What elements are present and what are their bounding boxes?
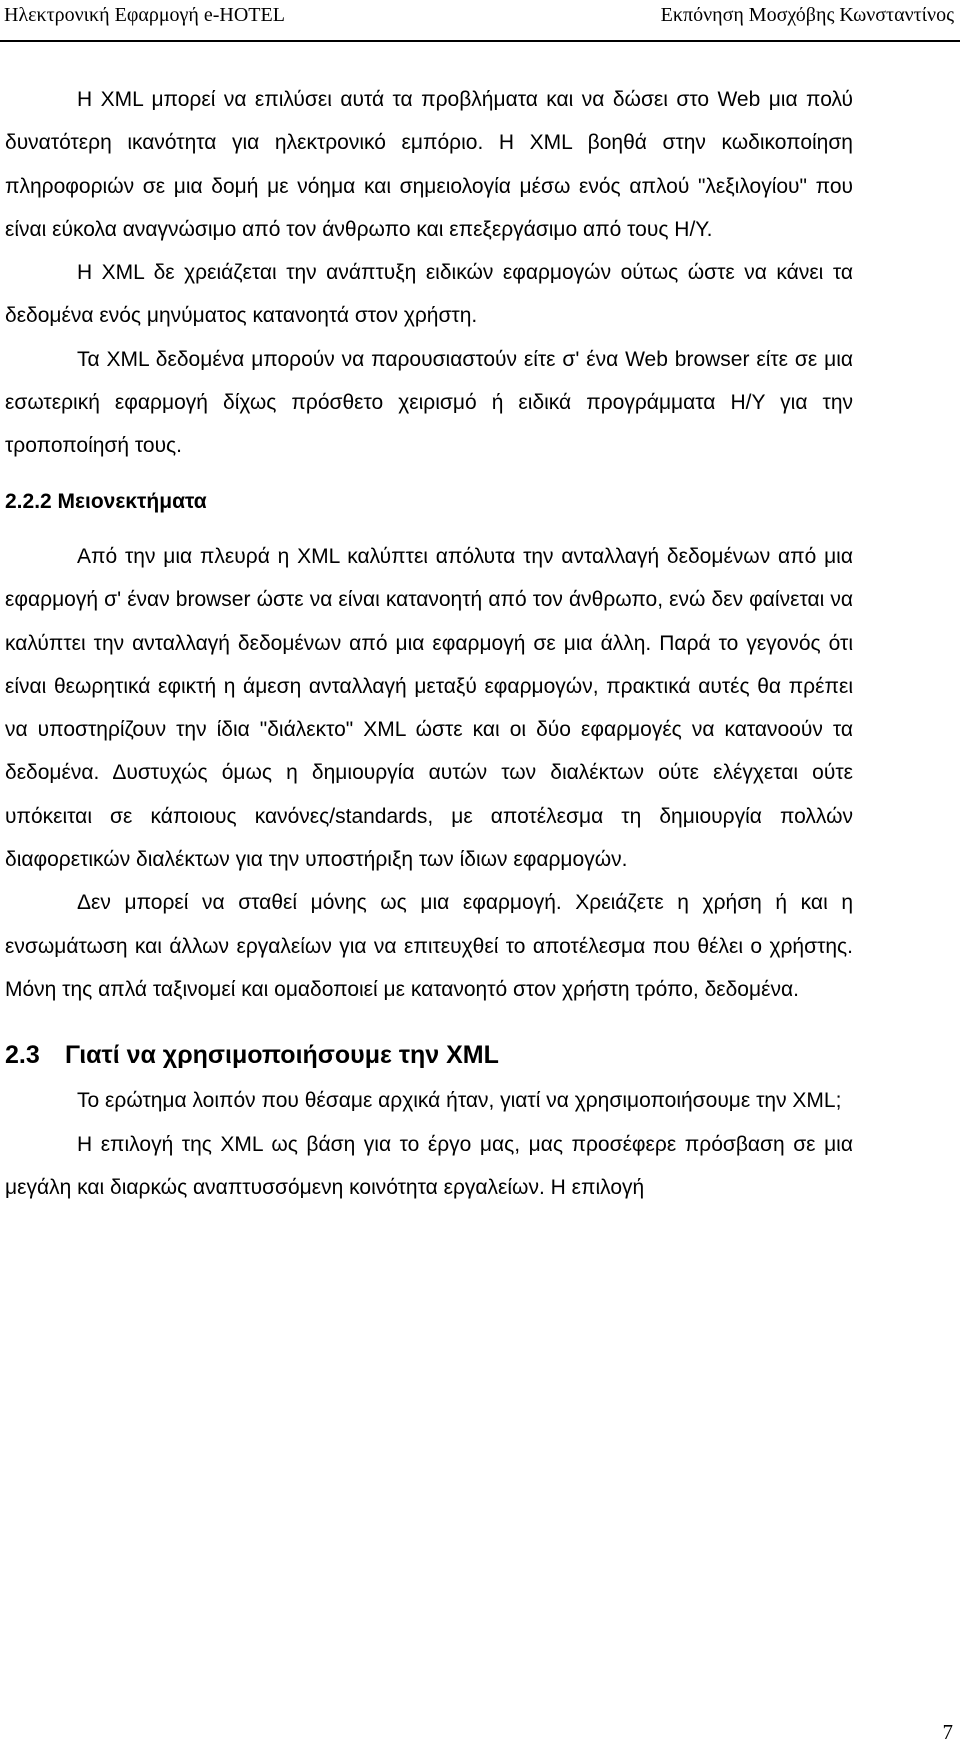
page-header — [0, 0, 960, 46]
section-title: Γιατί να χρησιμοποιήσουμε την XML — [65, 1041, 499, 1070]
header-divider — [0, 40, 960, 42]
paragraph-disadvantages: Από την μια πλευρά η XML καλύπτει απόλυτα την ανταλλαγή δεδομένων από μια εφαρμογή σ' έναν browser ώστε να είναι κατανοητή από τον άνθρωπο, ενώ δεν φαίνεται να καλύπτει την ανταλλαγή δεδομένων από μια εφαρμογή σε μια άλλη. Παρά το γεγονός ότι είναι θεωρητικά εφικτή η άμεση ανταλλαγή μεταξύ εφαρμογών, πρακτικά αυτές θα πρέπει να υποστηρίζουν την ίδια "διάλεκτο" XML ώστε και οι δύο εφαρμογές να κατανοούν τα δεδομένα. Δυστυχώς όμως η δημιουργία αυτών των διαλέκτων ούτε ελέγχεται ούτε υπόκειται σε κάποιους κανόνες/standards, με αποτέλεσμα τη δημιουργία πολλών διαφορετικών διαλέκτων για την υποστήριξη των ίδιων εφαρμογών. — [5, 544, 853, 872]
document-body — [5, 78, 853, 1209]
paragraph-question: Το ερώτημα λοιπόν που θέσαμε αρχικά ήταν, γιατί να χρησιμοποιήσουμε την XML; — [77, 1089, 842, 1113]
header-author-right: Εκπόνηση Μοσχόβης Κωνσταντίνος — [660, 4, 954, 26]
paragraph-no-special-apps: Η XML δε χρειάζεται την ανάπτυξη ειδικών εφαρμογών ούτως ώστε να κάνει τα δεδομένα ενός μηνύματος κατανοητά στον χρήστη. — [5, 261, 853, 328]
page-number: 7 — [942, 1720, 953, 1744]
section-number: 2.3 — [5, 1041, 40, 1070]
paragraph-choice: Η επιλογή της XML ως βάση για το έργο μας, μας προσέφερε πρόσβαση σε μια μεγάλη και διαρκώς αναπτυσσόμενη κοινότητα εργαλείων. Η επιλογή — [5, 1132, 853, 1199]
section-heading-disadvantages: 2.2.2 Μειονεκτήματα — [5, 489, 207, 513]
paragraph-xml-solves: Η XML μπορεί να επιλύσει αυτά τα προβλήματα και να δώσει στο Web μια πολύ δυνατότερη ικανότητα για ηλεκτρονικό εμπόριο. Η XML βοηθά στην κωδικοποίηση πληροφοριών σε μια δομή με νόημα και σημειολογία μέσω ενός απλού "λεξιλογίου" που είναι εύκολα αναγνώσιμο από τον άνθρωπο και επεξεργάσιμο από τους Η/Υ. — [5, 88, 853, 241]
header-title-left: Ηλεκτρονική Εφαρμογή e-HOTEL — [4, 4, 285, 26]
section-heading-why-xml — [5, 1011, 853, 1079]
paragraph-browser-display: Τα XML δεδομένα μπορούν να παρουσιαστούν είτε σ' ένα Web browser είτε σε μια εσωτερική εφαρμογή δίχως πρόσθετο χειρισμό ή ειδικά προγράμματα Η/Υ για την τροποποίησή τους. — [5, 347, 853, 458]
paragraph-standalone: Δεν μπορεί να σταθεί μόνης ως μια εφαρμογή. Χρειάζετε η χρήση ή και η ενσωμάτωση και άλλων εργαλείων για να επιτευχθεί το αποτέλεσμα που θέλει ο χρήστης. Μόνη της απλά ταξινομεί και ομαδοποιεί με κατανοητό στον χρήστη τρόπο, δεδομένα. — [5, 891, 853, 1001]
